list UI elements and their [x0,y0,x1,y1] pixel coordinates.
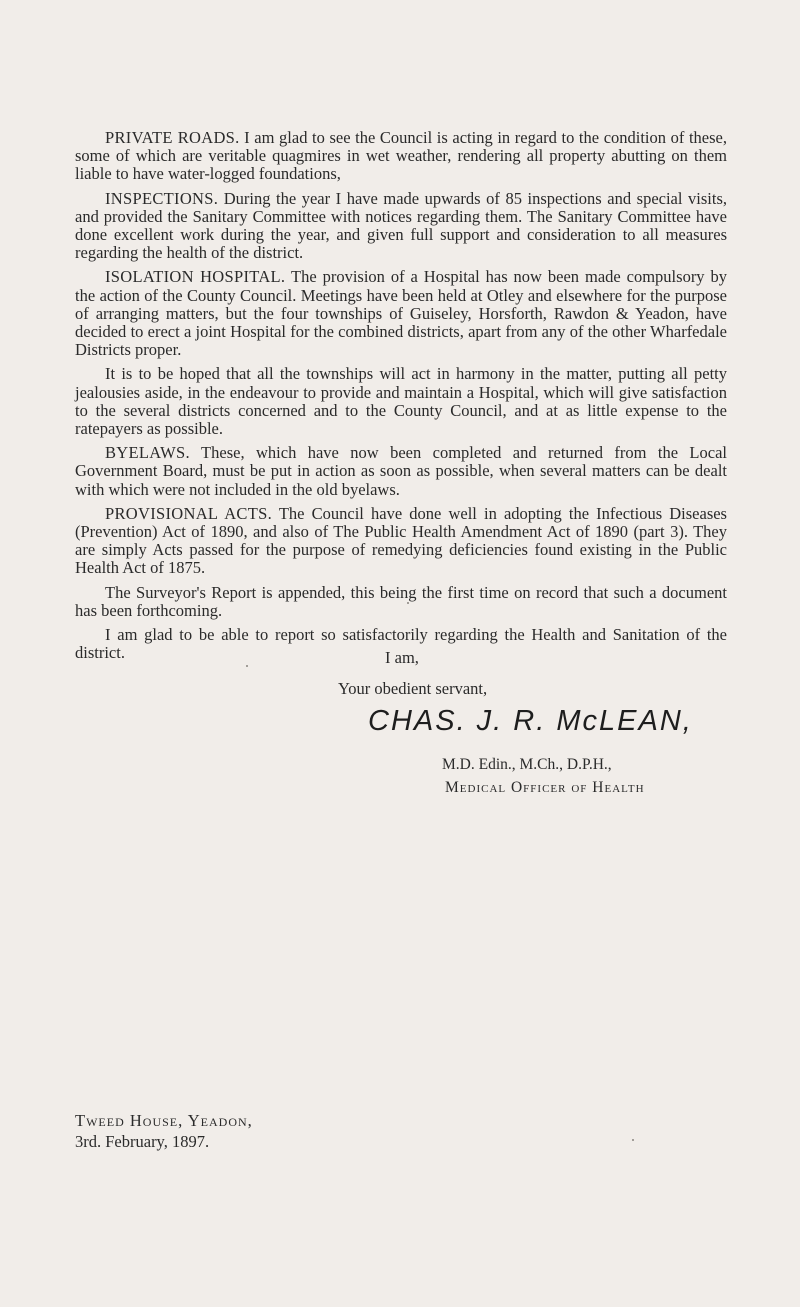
paper-speck [632,1139,634,1141]
paper-speck [246,665,248,667]
address-block [75,1110,253,1152]
signature-title: Medical Officer of Health [445,779,645,796]
signature: CHAS. J. R. McLEAN, [368,705,693,737]
signature-degrees: M.D. Edin., M.Ch., D.P.H., [442,756,612,773]
paragraph-text: The provision of a Hospital has now been made compulsory by the action of the County Council. Meetings have been held at Otley and elsewhere for the purpose of arranging matters, but the four townships of Guiseley, Horsforth, Rawdon & Yeadon, have decided to erect a joint Hospital for the combined districts, apart from any of the other Wharfedale Districts proper. [75,267,727,360]
paragraph-heading: BYELAWS. [105,443,190,463]
paragraph-inspections [75,190,727,263]
paragraph-text: The Council have done well in adopting the Infectious Diseases (Prevention) Act of 1890, and also of The Public Health Amendment Act of 1890 (part 3). They are simply Acts passed for the purpose of remedying deficiencies found existing in the Public Health Act of 1875. [75,503,727,578]
paragraph-heading: PRIVATE ROADS. [105,128,240,147]
paragraph-text: The Surveyor's Report is appended, this being the first time on record that such a document has been forthcoming. [75,582,727,620]
paragraph-provisional-acts [75,505,727,578]
paragraph-text: I am glad to see the Council is acting in regard to the condition of these, some of which are veritable quagmires in wet weather, rendering all property abutting on them liable to have water-logged foundations, [75,128,728,184]
address-date: 3rd. February, 1897. [75,1132,210,1151]
paragraph-heading: INSPECTIONS. [105,188,219,208]
paragraph-text: It is to be hoped that all the townships will act in harmony in the matter, putting all petty jealousies aside, in the endeavour to provide and maintain a Hospital, which will give satisfaction to the several districts concerned and to the County Council, and at as little expense to the ratepayers as possible. [75,364,727,439]
paragraph-byelaws [75,444,727,499]
paragraph-heading: PROVISIONAL ACTS. [105,503,273,523]
paragraph-harmony [75,365,727,438]
report-body [75,129,727,668]
paragraph-text: During the year I have made upwards of 85 inspections and special visits, and provided the Sanitary Committee with notices regarding them. The Sanitary Committee have done excellent work during the year, and given full support and consideration to all measures regarding the health of the district. [75,188,727,263]
paragraph-surveyor-report [75,584,727,620]
paper-speck [407,602,409,604]
paragraph-text: I am glad to be able to report so satisfactorily regarding the Health and Sanitation of the district. [75,625,727,663]
closing-i-am: I am, [385,648,419,667]
paragraph-isolation-hospital [75,268,727,359]
paragraph-private-roads [75,129,727,184]
closing-obedient-servant: Your obedient servant, [338,679,488,698]
paragraph-text: These, which have now been completed and returned from the Local Government Board, must be put in action as soon as possible, when several matters can be dealt with which were not included in the old byelaws. [75,443,727,499]
paragraph-heading: ISOLATION HOSPITAL. [105,267,286,287]
address-house: Tweed House, Yeadon, [75,1111,253,1130]
